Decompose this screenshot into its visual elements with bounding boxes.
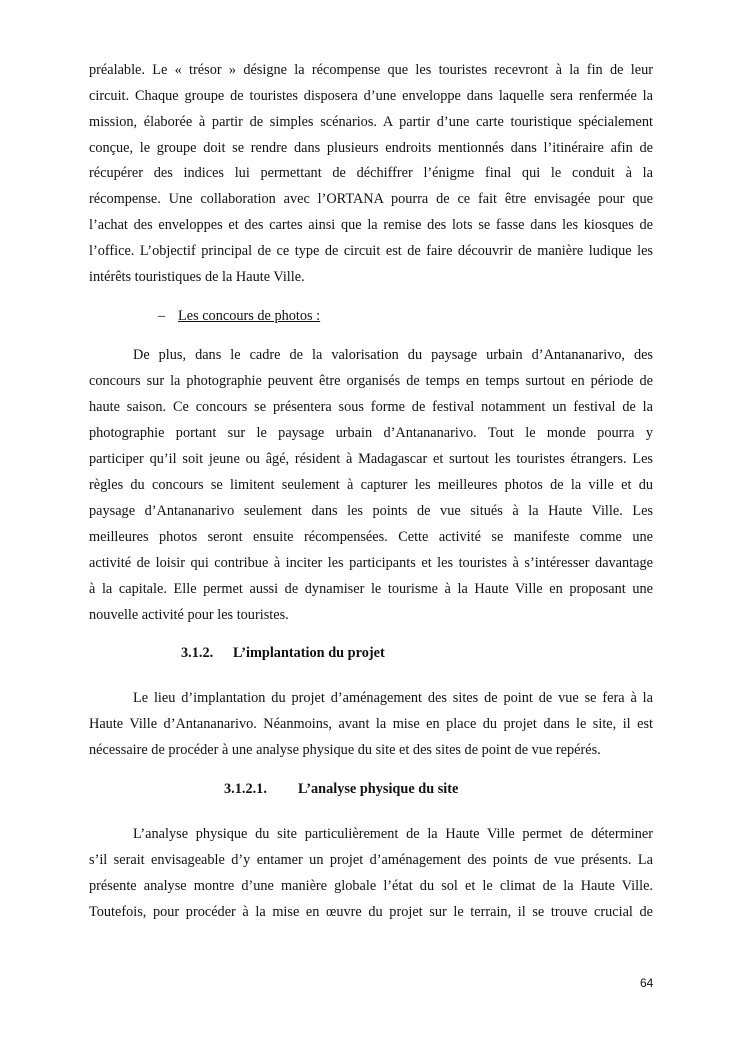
text-line: Le lieu d’implantation du projet d’aménagement des sites de point de vue se fera à la bbox=[133, 690, 653, 706]
section-heading-3-1-2 bbox=[181, 646, 385, 660]
text-line: présente analyse montre d’une manière globale l’état du sol et le climat de la Haute Ville. bbox=[89, 878, 653, 894]
text-line: intérêts touristiques de la Haute Ville. bbox=[89, 269, 305, 285]
heading-number: 3.1.2.1. bbox=[224, 781, 267, 797]
text-line: l’achat des enveloppes et des cartes ainsi que la remise des lots se fasse dans les kiosques de bbox=[89, 217, 653, 233]
text-line: règles du concours se limitent seulement à capturer les meilleures photos de la ville et du bbox=[89, 477, 653, 493]
text-line: conçue, le groupe doit se rendre dans plusieurs endroits mentionnés dans l’itinéraire afin de bbox=[89, 140, 653, 156]
text-line: participer qu’il soit jeune ou âgé, résident à Madagascar et surtout les touristes étrangers. Les bbox=[89, 451, 653, 467]
text-line: meilleures photos seront ensuite récompensées. Cette activité se manifeste comme une bbox=[89, 529, 653, 545]
text-line: L’analyse physique du site particulièrement de la Haute Ville permet de déterminer bbox=[133, 826, 653, 842]
heading-title: L’implantation du projet bbox=[233, 645, 385, 661]
text-line: circuit. Chaque groupe de touristes disposera d’une enveloppe dans laquelle sera renfermée la bbox=[89, 88, 653, 104]
text-line: s’il serait envisageable d’y entamer un projet d’aménagement des points de vue présents. La bbox=[89, 852, 653, 868]
page-number: 64 bbox=[640, 976, 654, 990]
text-line: à la capitale. Elle permet aussi de dynamiser le tourisme à la Haute Ville en proposant une bbox=[89, 581, 653, 597]
heading-title: L’analyse physique du site bbox=[298, 781, 459, 797]
bullet-photo-contest bbox=[158, 309, 320, 323]
text-line: nécessaire de procéder à une analyse physique du site et des sites de point de vue repérés. bbox=[89, 742, 601, 758]
section-heading-3-1-2-1 bbox=[224, 782, 458, 796]
text-line: activité de loisir qui contribue à inciter les participants et les touristes à s’intéresser davantage bbox=[89, 555, 653, 571]
text-line: haute saison. Ce concours se présentera sous forme de festival notamment un festival de la bbox=[89, 399, 653, 415]
text-line: préalable. Le « trésor » désigne la récompense que les touristes recevront à la fin de leur bbox=[89, 62, 653, 78]
text-line: l’office. L’objectif principal de ce type de circuit est de faire découvrir de manière ludique les bbox=[89, 243, 653, 259]
text-line: paysage d’Antananarivo seulement dans les points de vue situés à la Haute Ville. Les bbox=[89, 503, 653, 519]
text-line: récompense. Une collaboration avec l’ORTANA pourra de ce fait être envisagée pour que bbox=[89, 191, 653, 207]
text-line: récupérer des indices lui permettant de déchiffrer l’énigme final qui le conduit à la bbox=[89, 165, 653, 181]
text-line: Haute Ville d’Antananarivo. Néanmoins, avant la mise en place du projet dans le site, il est bbox=[89, 716, 653, 732]
bullet-label: Les concours de photos : bbox=[178, 308, 321, 324]
heading-number: 3.1.2. bbox=[181, 645, 214, 661]
text-line: mission, élaborée à partir de simples scénarios. A partir d’une carte touristique spécialement bbox=[89, 114, 653, 130]
dash-bullet: – bbox=[158, 308, 166, 324]
text-line: concours sur la photographie peuvent être organisés de temps en temps surtout en période de bbox=[89, 373, 653, 389]
text-line: photographie portant sur le paysage urbain d’Antananarivo. Tout le monde pourra y bbox=[89, 425, 653, 441]
text-line: nouvelle activité pour les touristes. bbox=[89, 607, 289, 623]
text-line: De plus, dans le cadre de la valorisation du paysage urbain d’Antananarivo, des bbox=[133, 347, 653, 363]
text-line: Toutefois, pour procéder à la mise en œuvre du projet sur le terrain, il se trouve crucial de bbox=[89, 904, 653, 920]
